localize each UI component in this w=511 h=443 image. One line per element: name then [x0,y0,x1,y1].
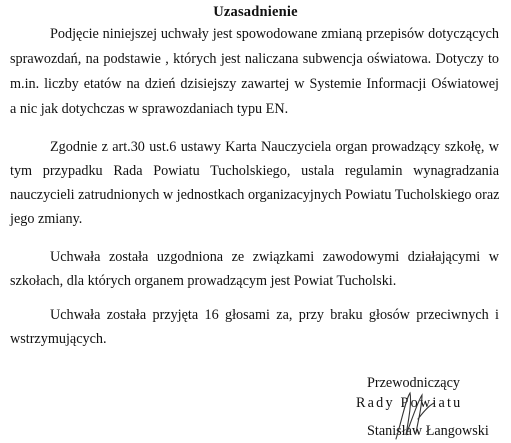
handwritten-signature-icon [388,389,438,441]
paragraph-2-line-4: jego zmiany. [10,211,83,227]
signature-name: Stanisław Łangowski [367,423,489,439]
paragraph-4-line-2: wstrzymujących. [10,331,107,347]
paragraph-3-line-2: szkołach, dla których organem prowadzącym jest Powiat Tucholski. [10,273,397,289]
paragraph-1-line-4: a nic jak dotychczas w sprawozdaniach typu EN. [10,101,289,117]
paragraph-3-line-1: Uchwała została uzgodniona ze związkami zawodowymi działającymi w [50,249,499,265]
paragraph-2-line-3: nauczycieli zatrudnionych w jednostkach organizacyjnych Powiatu Tucholskiego oraz [10,187,500,203]
paragraph-2-line-2: tym przypadku Rada Powiatu Tucholskiego, ustala regulamin wynagradzania [10,163,499,179]
document-title: Uzasadnienie [213,4,298,20]
paragraph-2-line-1: Zgodnie z art.30 ust.6 ustawy Karta Nauczyciela organ prowadzący szkołę, w [50,139,499,155]
paragraph-1-line-2: sprawozdań, na podstawie , których jest naliczana subwencja oświatowa. Dotyczy to [10,51,499,67]
signature-role: Przewodniczący [367,375,460,391]
paragraph-1-line-3: m.in. liczby etatów na dzień dzisiejszy zawartej w Systemie Informacji Oświatowej [10,76,499,92]
paragraph-4-line-1: Uchwała została przyjęta 16 głosami za, przy braku głosów przeciwnych i [50,307,499,323]
paragraph-1-line-1: Podjęcie niniejszej uchwały jest spowodowane zmianą przepisów dotyczących [50,26,499,42]
signature-body: Rady Powiatu [356,395,463,411]
